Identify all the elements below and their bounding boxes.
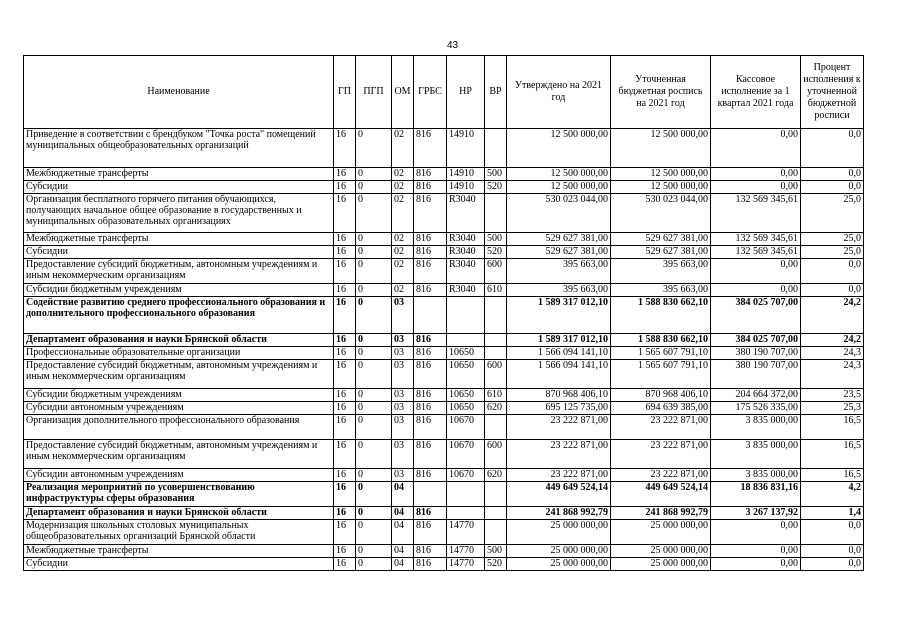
cell-vr: 520 xyxy=(485,181,507,194)
cell-np: 14910 xyxy=(447,129,485,168)
cell-cash: 204 664 372,00 xyxy=(711,389,801,402)
cell-grbs: 816 xyxy=(414,246,447,259)
cell-np: R3040 xyxy=(447,259,485,284)
cell-grbs: 816 xyxy=(414,259,447,284)
table-row xyxy=(24,402,864,415)
cell-approved: 12 500 000,00 xyxy=(507,129,611,168)
cell-vr xyxy=(485,334,507,347)
cell-refined: 1 588 830 662,10 xyxy=(611,334,711,347)
cell-gp: 16 xyxy=(334,389,356,402)
cell-pgp: 0 xyxy=(356,507,392,520)
header-cash: Кассовое исполнение за 1 квартал 2021 года xyxy=(711,56,801,129)
cell-gp: 16 xyxy=(334,347,356,360)
cell-om: 03 xyxy=(392,360,414,389)
cell-pgp: 0 xyxy=(356,297,392,334)
cell-gp: 16 xyxy=(334,194,356,233)
cell-pgp: 0 xyxy=(356,246,392,259)
cell-cash: 380 190 707,00 xyxy=(711,347,801,360)
cell-percent: 25,3 xyxy=(801,402,864,415)
cell-percent: 23,5 xyxy=(801,389,864,402)
table-row xyxy=(24,284,864,297)
cell-gp: 16 xyxy=(334,181,356,194)
cell-refined: 529 627 381,00 xyxy=(611,233,711,246)
cell-grbs: 816 xyxy=(414,415,447,440)
cell-approved: 1 566 094 141,10 xyxy=(507,347,611,360)
table-row xyxy=(24,469,864,482)
cell-np: 10670 xyxy=(447,469,485,482)
cell-vr: 500 xyxy=(485,233,507,246)
cell-om: 02 xyxy=(392,129,414,168)
cell-percent: 0,0 xyxy=(801,545,864,558)
cell-vr xyxy=(485,297,507,334)
cell-om: 03 xyxy=(392,347,414,360)
cell-approved: 1 589 317 012,10 xyxy=(507,334,611,347)
cell-pgp: 0 xyxy=(356,129,392,168)
cell-percent: 16,5 xyxy=(801,469,864,482)
cell-approved: 12 500 000,00 xyxy=(507,181,611,194)
cell-grbs: 816 xyxy=(414,440,447,469)
cell-np: 14770 xyxy=(447,520,485,545)
cell-pgp: 0 xyxy=(356,233,392,246)
cell-om: 04 xyxy=(392,507,414,520)
table-row xyxy=(24,360,864,389)
cell-gp: 16 xyxy=(334,360,356,389)
cell-cash: 3 835 000,00 xyxy=(711,469,801,482)
header-vr: ВР xyxy=(485,56,507,129)
cell-refined: 395 663,00 xyxy=(611,284,711,297)
cell-name: Модернизация школьных столовых муниципальных общеобразовательных организаций Брянской области xyxy=(24,520,334,545)
cell-name: Предоставление субсидий бюджетным, автономным учреждениям и иным некоммерческим организациям xyxy=(24,440,334,469)
header-approved: Утверждено на 2021 год xyxy=(507,56,611,129)
cell-name: Приведение в соответствии с брендбуком "Точка роста" помещений муниципальных общеобразовательных организаций xyxy=(24,129,334,168)
cell-pgp: 0 xyxy=(356,482,392,507)
cell-pgp: 0 xyxy=(356,389,392,402)
cell-np: R3040 xyxy=(447,284,485,297)
cell-percent: 16,5 xyxy=(801,415,864,440)
cell-om: 03 xyxy=(392,334,414,347)
cell-pgp: 0 xyxy=(356,520,392,545)
cell-np xyxy=(447,507,485,520)
cell-gp: 16 xyxy=(334,520,356,545)
table-row xyxy=(24,482,864,507)
cell-cash: 3 835 000,00 xyxy=(711,415,801,440)
cell-gp: 16 xyxy=(334,246,356,259)
cell-np: 10650 xyxy=(447,389,485,402)
cell-approved: 1 589 317 012,10 xyxy=(507,297,611,334)
cell-vr: 520 xyxy=(485,246,507,259)
cell-grbs xyxy=(414,297,447,334)
cell-name: Субсидии бюджетным учреждениям xyxy=(24,389,334,402)
cell-percent: 0,0 xyxy=(801,558,864,571)
cell-name: Межбюджетные трансферты xyxy=(24,233,334,246)
cell-vr: 610 xyxy=(485,284,507,297)
table-row xyxy=(24,520,864,545)
cell-grbs: 816 xyxy=(414,194,447,233)
cell-refined: 870 968 406,10 xyxy=(611,389,711,402)
cell-approved: 25 000 000,00 xyxy=(507,558,611,571)
cell-cash: 0,00 xyxy=(711,520,801,545)
cell-vr xyxy=(485,520,507,545)
table-row xyxy=(24,415,864,440)
cell-name: Межбюджетные трансферты xyxy=(24,168,334,181)
cell-vr: 610 xyxy=(485,389,507,402)
cell-cash: 384 025 707,00 xyxy=(711,297,801,334)
cell-percent: 0,0 xyxy=(801,520,864,545)
cell-np: 10650 xyxy=(447,402,485,415)
cell-grbs: 816 xyxy=(414,507,447,520)
cell-vr: 600 xyxy=(485,259,507,284)
cell-np: 14910 xyxy=(447,168,485,181)
cell-vr xyxy=(485,347,507,360)
cell-approved: 1 566 094 141,10 xyxy=(507,360,611,389)
cell-gp: 16 xyxy=(334,168,356,181)
cell-name: Реализация мероприятий по усовершенствованию инфраструктуры сферы образования xyxy=(24,482,334,507)
cell-percent: 0,0 xyxy=(801,129,864,168)
cell-approved: 395 663,00 xyxy=(507,259,611,284)
cell-gp: 16 xyxy=(334,233,356,246)
cell-refined: 1 588 830 662,10 xyxy=(611,297,711,334)
cell-np: 10650 xyxy=(447,347,485,360)
header-np: НР xyxy=(447,56,485,129)
cell-approved: 23 222 871,00 xyxy=(507,440,611,469)
cell-name: Субсидии автономным учреждениям xyxy=(24,469,334,482)
cell-grbs: 816 xyxy=(414,181,447,194)
cell-percent: 4,2 xyxy=(801,482,864,507)
cell-gp: 16 xyxy=(334,415,356,440)
cell-pgp: 0 xyxy=(356,168,392,181)
cell-approved: 25 000 000,00 xyxy=(507,520,611,545)
cell-vr: 620 xyxy=(485,402,507,415)
cell-gp: 16 xyxy=(334,259,356,284)
cell-pgp: 0 xyxy=(356,334,392,347)
cell-name: Субсидии xyxy=(24,558,334,571)
cell-cash: 18 836 831,16 xyxy=(711,482,801,507)
cell-percent: 16,5 xyxy=(801,440,864,469)
cell-np: 14770 xyxy=(447,545,485,558)
cell-cash: 0,00 xyxy=(711,545,801,558)
cell-percent: 24,3 xyxy=(801,360,864,389)
cell-grbs: 816 xyxy=(414,558,447,571)
header-grbs: ГРБС xyxy=(414,56,447,129)
cell-grbs: 816 xyxy=(414,360,447,389)
cell-percent: 0,0 xyxy=(801,284,864,297)
cell-grbs: 816 xyxy=(414,545,447,558)
cell-om: 02 xyxy=(392,181,414,194)
cell-vr xyxy=(485,194,507,233)
table-row xyxy=(24,334,864,347)
cell-refined: 1 565 607 791,10 xyxy=(611,347,711,360)
table-row xyxy=(24,389,864,402)
cell-np xyxy=(447,297,485,334)
cell-refined: 530 023 044,00 xyxy=(611,194,711,233)
cell-gp: 16 xyxy=(334,482,356,507)
cell-gp: 16 xyxy=(334,440,356,469)
cell-approved: 695 125 735,00 xyxy=(507,402,611,415)
cell-om: 03 xyxy=(392,469,414,482)
cell-np xyxy=(447,482,485,507)
cell-cash: 132 569 345,61 xyxy=(711,233,801,246)
cell-name: Содействие развитию среднего профессионального образования и дополнительного профессионального образования xyxy=(24,297,334,334)
cell-percent: 25,0 xyxy=(801,233,864,246)
cell-pgp: 0 xyxy=(356,558,392,571)
cell-percent: 1,4 xyxy=(801,507,864,520)
cell-approved: 23 222 871,00 xyxy=(507,415,611,440)
table-row xyxy=(24,347,864,360)
cell-refined: 23 222 871,00 xyxy=(611,440,711,469)
cell-refined: 395 663,00 xyxy=(611,259,711,284)
cell-refined: 12 500 000,00 xyxy=(611,181,711,194)
table-row xyxy=(24,168,864,181)
cell-name: Субсидии бюджетным учреждениям xyxy=(24,284,334,297)
cell-pgp: 0 xyxy=(356,402,392,415)
cell-np: 14910 xyxy=(447,181,485,194)
cell-name: Предоставление субсидий бюджетным, автономным учреждениям и иным некоммерческим организациям xyxy=(24,360,334,389)
cell-pgp: 0 xyxy=(356,415,392,440)
cell-om: 04 xyxy=(392,558,414,571)
cell-approved: 529 627 381,00 xyxy=(507,246,611,259)
cell-gp: 16 xyxy=(334,297,356,334)
cell-np: 10650 xyxy=(447,360,485,389)
cell-name: Субсидии xyxy=(24,181,334,194)
cell-pgp: 0 xyxy=(356,360,392,389)
cell-gp: 16 xyxy=(334,284,356,297)
table-row xyxy=(24,545,864,558)
cell-refined: 12 500 000,00 xyxy=(611,168,711,181)
cell-gp: 16 xyxy=(334,469,356,482)
cell-refined: 1 565 607 791,10 xyxy=(611,360,711,389)
cell-name: Субсидии автономным учреждениям xyxy=(24,402,334,415)
cell-refined: 529 627 381,00 xyxy=(611,246,711,259)
cell-percent: 0,0 xyxy=(801,181,864,194)
table-row xyxy=(24,297,864,334)
cell-np xyxy=(447,334,485,347)
cell-name: Департамент образования и науки Брянской области xyxy=(24,334,334,347)
cell-grbs: 816 xyxy=(414,168,447,181)
page-number: 43 xyxy=(446,40,459,51)
cell-grbs: 816 xyxy=(414,233,447,246)
cell-cash: 0,00 xyxy=(711,284,801,297)
cell-approved: 12 500 000,00 xyxy=(507,168,611,181)
cell-pgp: 0 xyxy=(356,545,392,558)
cell-cash: 0,00 xyxy=(711,259,801,284)
cell-om: 03 xyxy=(392,402,414,415)
cell-cash: 0,00 xyxy=(711,129,801,168)
cell-vr: 520 xyxy=(485,558,507,571)
cell-approved: 395 663,00 xyxy=(507,284,611,297)
cell-np: R3040 xyxy=(447,246,485,259)
cell-np: R3040 xyxy=(447,194,485,233)
cell-cash: 132 569 345,61 xyxy=(711,194,801,233)
cell-pgp: 0 xyxy=(356,194,392,233)
table-row xyxy=(24,246,864,259)
cell-approved: 25 000 000,00 xyxy=(507,545,611,558)
header-pgp: ПГП xyxy=(356,56,392,129)
cell-refined: 694 639 385,00 xyxy=(611,402,711,415)
cell-refined: 25 000 000,00 xyxy=(611,545,711,558)
cell-percent: 25,0 xyxy=(801,194,864,233)
cell-cash: 3 835 000,00 xyxy=(711,440,801,469)
cell-vr xyxy=(485,507,507,520)
cell-approved: 530 023 044,00 xyxy=(507,194,611,233)
cell-refined: 449 649 524,14 xyxy=(611,482,711,507)
table-row xyxy=(24,507,864,520)
cell-grbs: 816 xyxy=(414,469,447,482)
table-row xyxy=(24,259,864,284)
cell-name: Профессиональные образовательные организации xyxy=(24,347,334,360)
cell-om: 04 xyxy=(392,482,414,507)
cell-np: 14770 xyxy=(447,558,485,571)
cell-om: 03 xyxy=(392,440,414,469)
header-om: ОМ xyxy=(392,56,414,129)
cell-cash: 3 267 137,92 xyxy=(711,507,801,520)
cell-pgp: 0 xyxy=(356,284,392,297)
cell-np: 10670 xyxy=(447,415,485,440)
table-row xyxy=(24,129,864,168)
cell-grbs: 816 xyxy=(414,284,447,297)
cell-om: 02 xyxy=(392,259,414,284)
header-percent: Процент исполнения к уточненной бюджетной росписи xyxy=(801,56,864,129)
cell-approved: 529 627 381,00 xyxy=(507,233,611,246)
table-row xyxy=(24,233,864,246)
cell-grbs: 816 xyxy=(414,389,447,402)
cell-grbs: 816 xyxy=(414,334,447,347)
cell-gp: 16 xyxy=(334,334,356,347)
table-row xyxy=(24,181,864,194)
cell-approved: 449 649 524,14 xyxy=(507,482,611,507)
cell-om: 03 xyxy=(392,415,414,440)
cell-name: Предоставление субсидий бюджетным, автономным учреждениям и иным некоммерческим организациям xyxy=(24,259,334,284)
cell-refined: 25 000 000,00 xyxy=(611,558,711,571)
cell-refined: 241 868 992,79 xyxy=(611,507,711,520)
table-row xyxy=(24,194,864,233)
cell-percent: 24,2 xyxy=(801,334,864,347)
cell-gp: 16 xyxy=(334,507,356,520)
header-gp: ГП xyxy=(334,56,356,129)
cell-cash: 0,00 xyxy=(711,181,801,194)
cell-grbs: 816 xyxy=(414,520,447,545)
cell-vr: 600 xyxy=(485,440,507,469)
cell-grbs: 816 xyxy=(414,129,447,168)
cell-gp: 16 xyxy=(334,129,356,168)
cell-om: 02 xyxy=(392,194,414,233)
cell-refined: 23 222 871,00 xyxy=(611,415,711,440)
table-header-row xyxy=(24,56,864,129)
cell-approved: 241 868 992,79 xyxy=(507,507,611,520)
cell-percent: 0,0 xyxy=(801,168,864,181)
cell-gp: 16 xyxy=(334,402,356,415)
cell-percent: 24,3 xyxy=(801,347,864,360)
cell-refined: 25 000 000,00 xyxy=(611,520,711,545)
cell-om: 04 xyxy=(392,520,414,545)
header-refined: Уточненная бюджетная роспись на 2021 год xyxy=(611,56,711,129)
cell-pgp: 0 xyxy=(356,347,392,360)
cell-cash: 0,00 xyxy=(711,168,801,181)
cell-percent: 0,0 xyxy=(801,259,864,284)
cell-gp: 16 xyxy=(334,545,356,558)
cell-om: 02 xyxy=(392,246,414,259)
cell-vr xyxy=(485,482,507,507)
cell-om: 02 xyxy=(392,284,414,297)
table-row xyxy=(24,440,864,469)
cell-grbs xyxy=(414,482,447,507)
cell-om: 02 xyxy=(392,168,414,181)
cell-percent: 24,2 xyxy=(801,297,864,334)
cell-cash: 0,00 xyxy=(711,558,801,571)
cell-gp: 16 xyxy=(334,558,356,571)
cell-refined: 23 222 871,00 xyxy=(611,469,711,482)
cell-vr: 500 xyxy=(485,168,507,181)
cell-pgp: 0 xyxy=(356,259,392,284)
cell-name: Департамент образования и науки Брянской области xyxy=(24,507,334,520)
cell-vr xyxy=(485,129,507,168)
cell-refined: 12 500 000,00 xyxy=(611,129,711,168)
cell-vr: 500 xyxy=(485,545,507,558)
cell-np: 10670 xyxy=(447,440,485,469)
cell-np: R3040 xyxy=(447,233,485,246)
cell-cash: 380 190 707,00 xyxy=(711,360,801,389)
cell-om: 03 xyxy=(392,389,414,402)
cell-om: 03 xyxy=(392,297,414,334)
cell-pgp: 0 xyxy=(356,469,392,482)
cell-vr: 620 xyxy=(485,469,507,482)
table-body xyxy=(24,129,864,571)
cell-pgp: 0 xyxy=(356,440,392,469)
cell-name: Субсидии xyxy=(24,246,334,259)
table-row xyxy=(24,558,864,571)
cell-om: 02 xyxy=(392,233,414,246)
cell-grbs: 816 xyxy=(414,347,447,360)
header-name: Наименование xyxy=(24,56,334,129)
cell-vr: 600 xyxy=(485,360,507,389)
cell-om: 04 xyxy=(392,545,414,558)
cell-percent: 25,0 xyxy=(801,246,864,259)
cell-pgp: 0 xyxy=(356,181,392,194)
cell-name: Организация бесплатного горячего питания обучающихся, получающих начальное общее образование в государственных и муниципальных образовательных организациях xyxy=(24,194,334,233)
cell-cash: 384 025 707,00 xyxy=(711,334,801,347)
cell-cash: 175 526 335,00 xyxy=(711,402,801,415)
cell-approved: 23 222 871,00 xyxy=(507,469,611,482)
cell-grbs: 816 xyxy=(414,402,447,415)
cell-name: Организация дополнительного профессионального образования xyxy=(24,415,334,440)
budget-table xyxy=(23,55,864,571)
cell-cash: 132 569 345,61 xyxy=(711,246,801,259)
cell-name: Межбюджетные трансферты xyxy=(24,545,334,558)
cell-approved: 870 968 406,10 xyxy=(507,389,611,402)
cell-vr xyxy=(485,415,507,440)
